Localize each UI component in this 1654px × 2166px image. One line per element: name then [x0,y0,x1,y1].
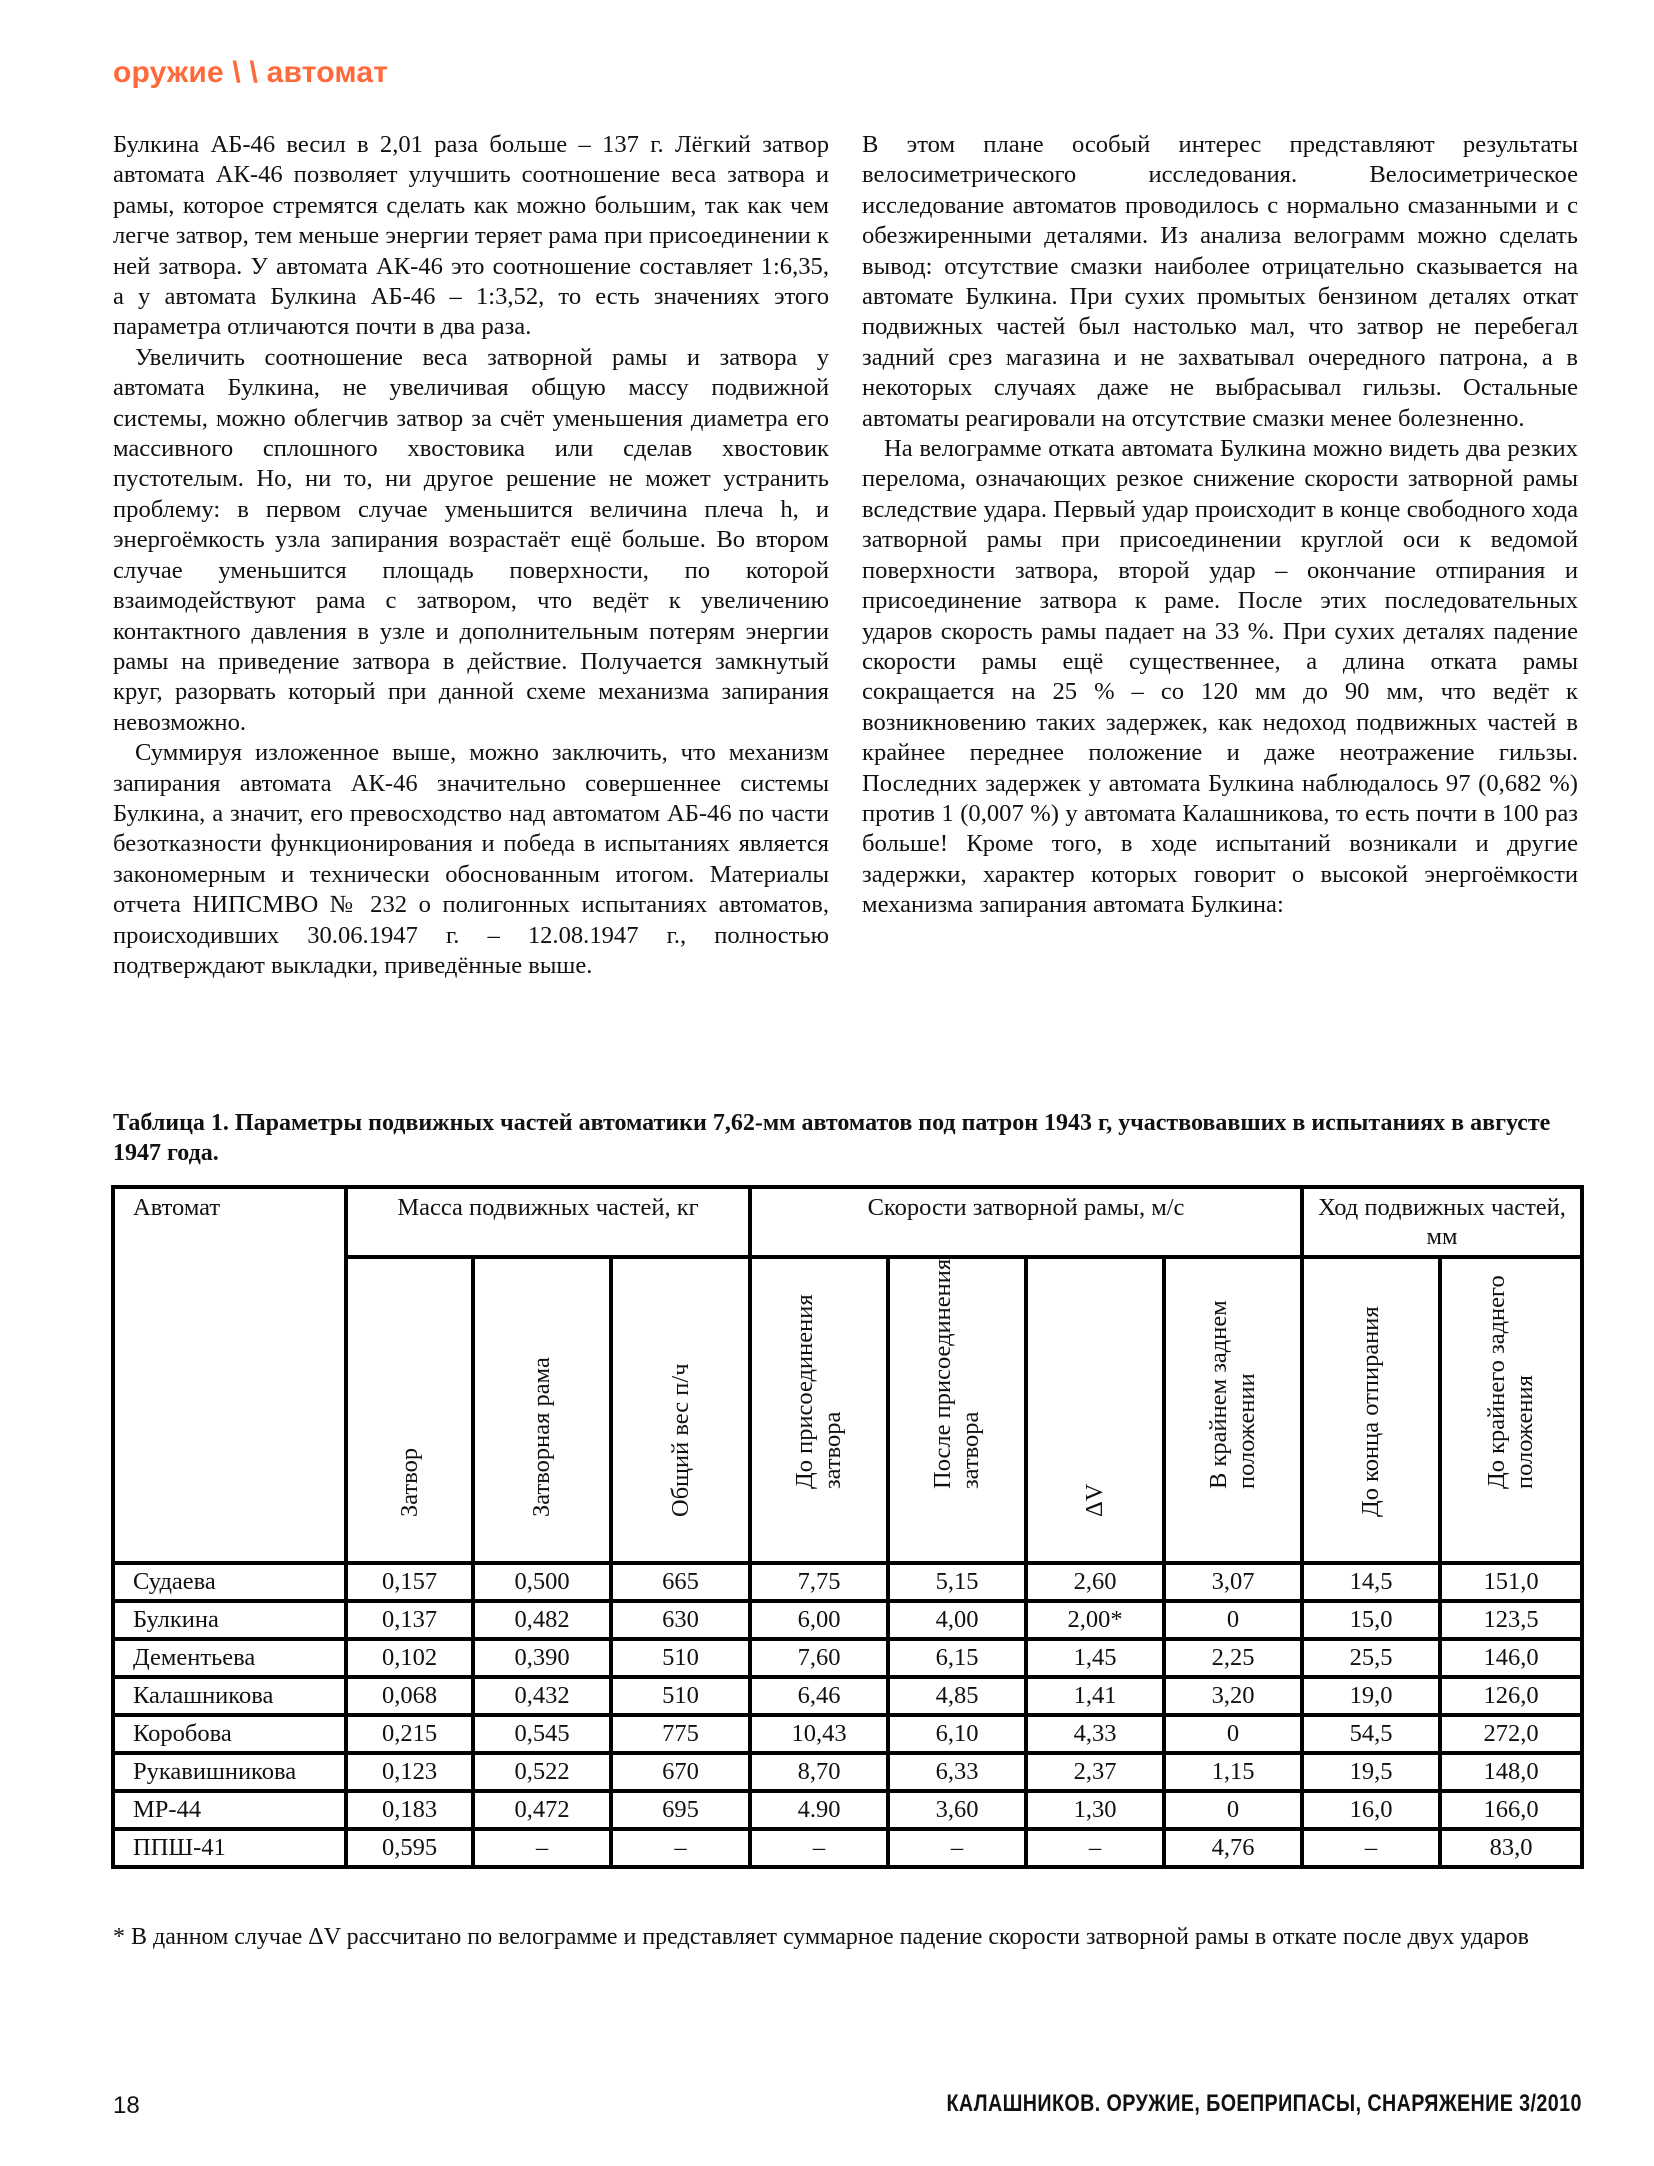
table-cell: 0,137 [346,1601,473,1639]
article-column-left [113,130,829,981]
table-cell: 6,15 [888,1639,1026,1677]
table-row [113,1715,1582,1753]
table-cell: – [888,1829,1026,1867]
table-cell: 0,432 [473,1677,611,1715]
table-body [113,1563,1582,1867]
table-cell: 166,0 [1440,1791,1582,1829]
table-cell: 0 [1164,1791,1302,1829]
row-automat-name: Рукавишникова [113,1753,346,1791]
paragraph: На велограмме отката автомата Булкина можно видеть два резких перелома, означающих резкое снижение скорости затворной рамы вследствие удара. Первый удар происходит в конце свободного хода затворной рамы при присоединении круглой оси к ведомой поверхности затвора, второй удар – окончание отпирания и присоединение затвора к раме. После этих последовательных ударов скорость рамы падает на 33 %. При сухих деталях падение скорости рамы ещё существеннее, а длина отката рамы сокращается на 25 % – со 120 мм до 90 мм, что ведёт к возникновению таких задержек, как недоход подвижных частей в крайнее переднее положение и даже неотражение гильзы. Последних задержек у автомата Булкина наблюдалось 97 (0,682 %) против 1 (0,007 %) у автомата Калашникова, то есть почти в 100 раз больше! Кроме того, в ходе испытаний возникали и другие задержки, характер которых говорит о высокой энергоёмкости механизма запирания автомата Булкина: [862,435,1578,919]
table-cell: 0,545 [473,1715,611,1753]
table-cell: 510 [611,1677,750,1715]
table-row [113,1639,1582,1677]
table-cell: 2,37 [1026,1753,1164,1791]
column-header: Затвор [346,1257,473,1563]
table-row [113,1791,1582,1829]
table-cell: 695 [611,1791,750,1829]
table-cell: 3,20 [1164,1677,1302,1715]
table-cell: 6,10 [888,1715,1026,1753]
table-cell: – [750,1829,888,1867]
header-automat: Автомат [113,1187,346,1563]
table-row [113,1753,1582,1791]
table-cell: 19,5 [1302,1753,1440,1791]
publication-title: КАЛАШНИКОВ. ОРУЖИЕ, БОЕПРИПАСЫ, СНАРЯЖЕНИЕ 3/2010 [946,2090,1582,2117]
table-cell: 6,46 [750,1677,888,1715]
table-row [113,1563,1582,1601]
table-cell: – [1302,1829,1440,1867]
table-row [113,1601,1582,1639]
table-cell: 0 [1164,1601,1302,1639]
table-cell: 4,33 [1026,1715,1164,1753]
table-cell: 19,0 [1302,1677,1440,1715]
row-automat-name: Судаева [113,1563,346,1601]
table-cell: 5,15 [888,1563,1026,1601]
column-header: До конца отпирания [1302,1257,1440,1563]
table-footnote: * В данном случае ΔV рассчитано по велограмме и представляет суммарное падение скорости затворной рамы в откате после двух ударов [113,1924,1529,1950]
table-cell: 2,25 [1164,1639,1302,1677]
table-cell: 123,5 [1440,1601,1582,1639]
table-cell: 7,75 [750,1563,888,1601]
table-cell: 15,0 [1302,1601,1440,1639]
table-cell: 4,85 [888,1677,1026,1715]
table-cell: 0,595 [346,1829,473,1867]
table-cell: 4.90 [750,1791,888,1829]
row-automat-name: ППШ-41 [113,1829,346,1867]
table-cell: 3,07 [1164,1563,1302,1601]
row-automat-name: Булкина [113,1601,346,1639]
table-cell: 14,5 [1302,1563,1440,1601]
table-cell: 665 [611,1563,750,1601]
paragraph: В этом плане особый интерес представляют результаты велосиметрического исследования. Велосиметрическое исследование автоматов проводилось с нормально смазанными и с обезжиренными деталями. Из анализа велограмм можно сделать вывод: отсутствие смазки наиболее отрицательно сказывается на автомате Булкина. При сухих промытых бензином деталях откат подвижных частей был настолько мал, что затвор не перебегал задний срез магазина и не захватывал очередного патрона, а в некоторых случаях даже не выбрасывал гильзы. Остальные автоматы реагировали на отсутствие смазки менее болезненно. [862,131,1578,432]
table-cell: 1,30 [1026,1791,1164,1829]
table-cell: 1,15 [1164,1753,1302,1791]
table-cell: 4,00 [888,1601,1026,1639]
table-cell: – [473,1829,611,1867]
article-column-right [862,130,1578,921]
table-cell: 0,500 [473,1563,611,1601]
row-automat-name: МР-44 [113,1791,346,1829]
table-cell: – [611,1829,750,1867]
table-row [113,1829,1582,1867]
table-caption: Таблица 1. Параметры подвижных частей автоматики 7,62-мм автоматов под патрон 1943 г, участвовавших в испытаниях в августе 1947 года. [113,1110,1551,1166]
column-header: Общий вес п/ч [611,1257,750,1563]
table-cell: 0 [1164,1715,1302,1753]
table-cell: 54,5 [1302,1715,1440,1753]
table-cell: 4,76 [1164,1829,1302,1867]
column-header: После присоединения затвора [888,1257,1026,1563]
parameters-table [111,1185,1584,1869]
table-cell: 2,60 [1026,1563,1164,1601]
column-header: В крайнем заднем положении [1164,1257,1302,1563]
column-header: ΔV [1026,1257,1164,1563]
paragraph: Увеличить соотношение веса затворной рамы и затвора у автомата Булкина, не увеличивая общую массу подвижной системы, можно облегчив затвор за счёт уменьшения диаметра его массивного сплошного хвостовика или сделав хвостовик пустотелым. Но, ни то, ни другое решение не может устранить проблему: в первом случае уменьшится величина плеча h, и энергоёмкость узла запирания возрастаёт ещё больше. Во втором случае уменьшится площадь поверхности, по которой взаимодействуют рама с затвором, что ведёт к увеличению контактного давления в узле и дополнительным потерям энергии рамы на приведение затвора в действие. Получается замкнутый круг, разорвать который при данной схеме механизма запирания невозможно. [113,343,829,736]
table-cell: – [1026,1829,1164,1867]
table-cell: 25,5 [1302,1639,1440,1677]
table-cell: 146,0 [1440,1639,1582,1677]
table-cell: 148,0 [1440,1753,1582,1791]
table-cell: 0,482 [473,1601,611,1639]
header-group-mass: Масса подвижных частей, кг [346,1187,750,1257]
section-header: оружие \ \ автомат [113,56,389,89]
table-cell: 7,60 [750,1639,888,1677]
column-header: Затворная рама [473,1257,611,1563]
table-cell: 0,068 [346,1677,473,1715]
table-cell: 10,43 [750,1715,888,1753]
header-group-speed: Скорости затворной рамы, м/с [750,1187,1302,1257]
table-row [113,1677,1582,1715]
table-cell: 16,0 [1302,1791,1440,1829]
paragraph: Булкина АБ-46 весил в 2,01 раза больше – 137 г. Лёгкий затвор автомата АК-46 позволяет улучшить соотношение веса затвора и рамы, которое стремятся сделать как можно большим, так как чем легче затвор, тем меньше энергии теряет рама при присоединении к ней затвора. У автомата АК-46 это соотношение составляет 1:6,35, а у автомата Булкина АБ-46 – 1:3,52, то есть значениях этого параметра отличаются почти в два раза. [113,131,829,341]
table-cell: 0,123 [346,1753,473,1791]
column-header: До присоединения затвора [750,1257,888,1563]
table-cell: 272,0 [1440,1715,1582,1753]
table-cell: 3,60 [888,1791,1026,1829]
table-cell: 0,522 [473,1753,611,1791]
paragraph: Суммируя изложенное выше, можно заключить, что механизм запирания автомата АК-46 значительно совершеннее системы Булкина, а значит, его превосходство над автоматом АБ-46 по части безотказности функционирования и победа в испытаниях является закономерным и технически обоснованным итогом. Материалы отчета НИПСМВО № 232 о полигонных испытаниях автоматов, происходивших 30.06.1947 г. – 12.08.1947 г., полностью подтверждают выкладки, приведённые выше. [113,739,829,979]
table-cell: 1,41 [1026,1677,1164,1715]
column-header: До крайнего заднего положения [1440,1257,1582,1563]
table-cell: 0,183 [346,1791,473,1829]
table-cell: 151,0 [1440,1563,1582,1601]
table-cell: 0,102 [346,1639,473,1677]
table-cell: 0,472 [473,1791,611,1829]
table-cell: 1,45 [1026,1639,1164,1677]
page-number: 18 [113,2092,140,2119]
table-cell: 6,00 [750,1601,888,1639]
table-cell: 126,0 [1440,1677,1582,1715]
header-group-travel: Ход подвижных частей, мм [1302,1187,1582,1257]
table-cell: 0,215 [346,1715,473,1753]
row-automat-name: Коробова [113,1715,346,1753]
row-automat-name: Калашникова [113,1677,346,1715]
table-cell: 0,157 [346,1563,473,1601]
table-cell: 0,390 [473,1639,611,1677]
table-cell: 6,33 [888,1753,1026,1791]
table-cell: 2,00* [1026,1601,1164,1639]
table-cell: 670 [611,1753,750,1791]
table-cell: 510 [611,1639,750,1677]
table-cell: 8,70 [750,1753,888,1791]
table-cell: 83,0 [1440,1829,1582,1867]
row-automat-name: Дементьева [113,1639,346,1677]
table-cell: 630 [611,1601,750,1639]
table-cell: 775 [611,1715,750,1753]
